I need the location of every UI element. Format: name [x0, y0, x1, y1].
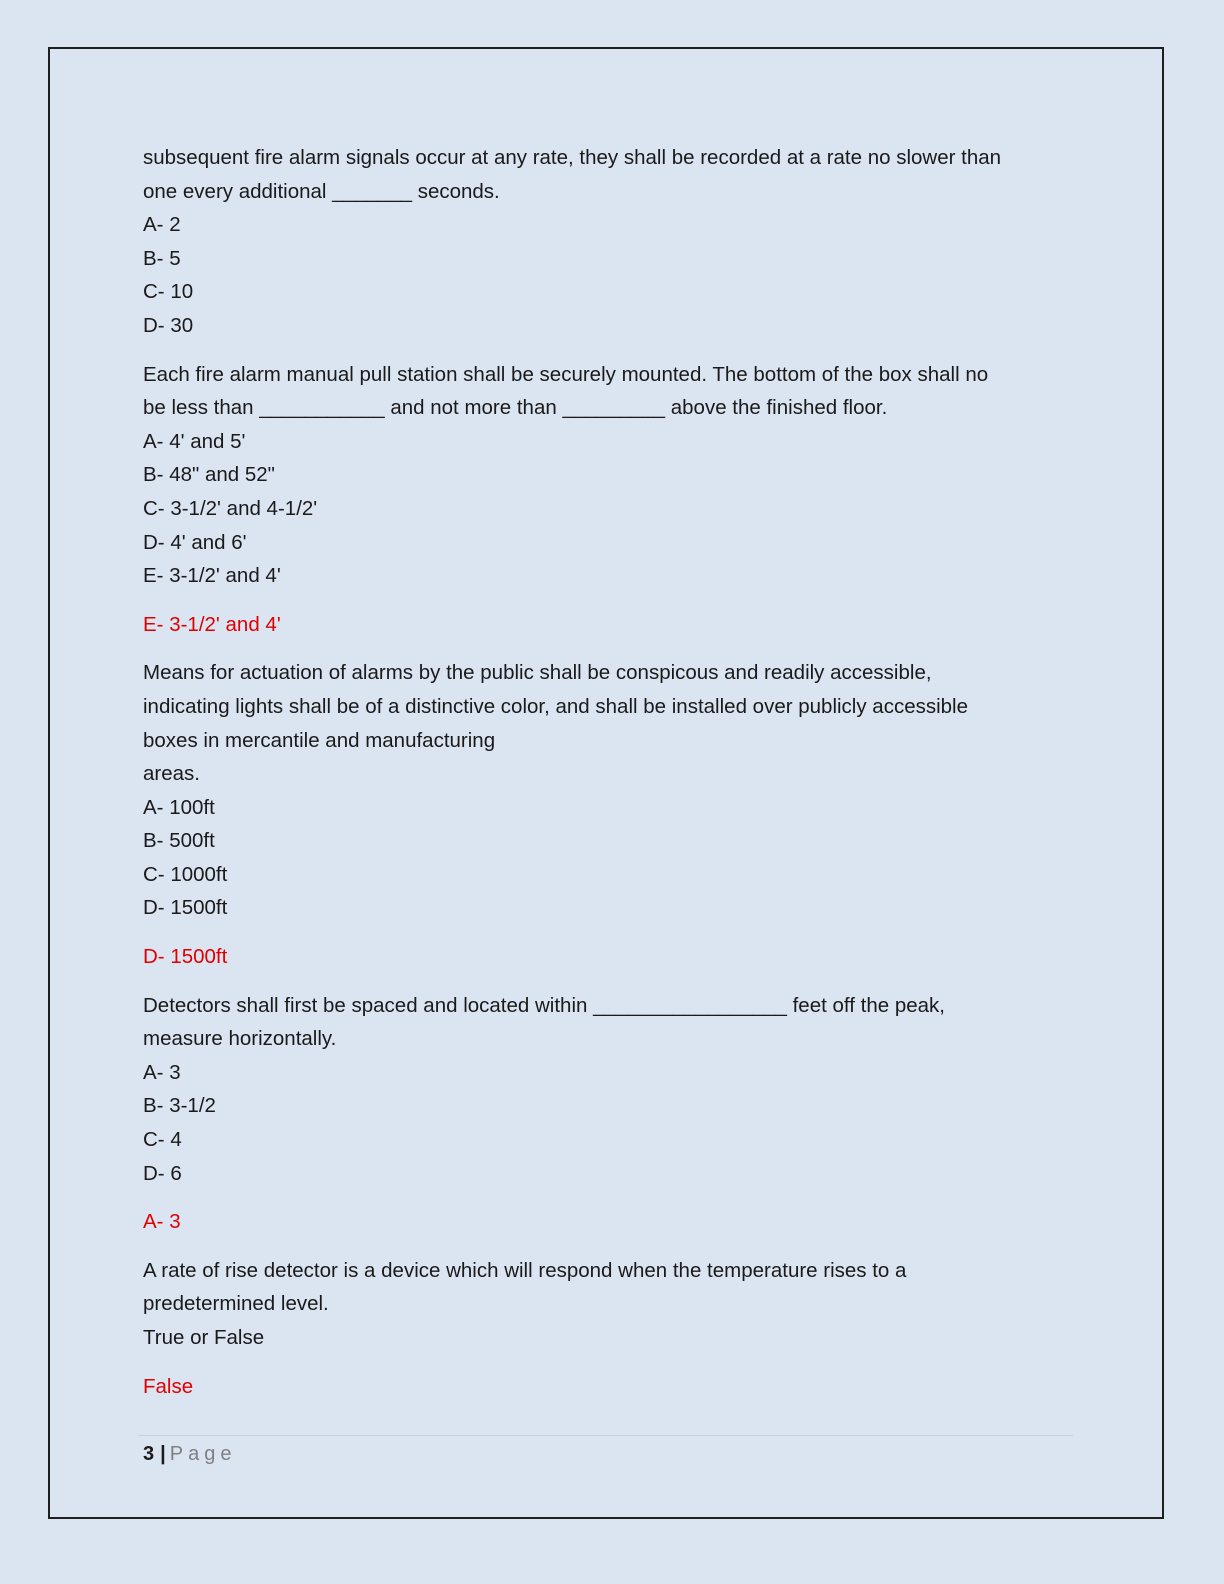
document-body — [143, 141, 1083, 1403]
question-3-stem-line-4: areas. — [143, 762, 200, 786]
question-2-option-d: D- 4' and 6' — [143, 530, 247, 554]
question-1-stem-line-1: subsequent fire alarm signals occur at any rate, they shall be recorded at a rate no slower than — [143, 146, 1002, 169]
question-3-stem-line-3: boxes in mercantile and manufacturing — [143, 728, 496, 752]
question-5-answer — [143, 1370, 1083, 1404]
question-3-option-a: A- 100ft — [143, 795, 215, 819]
question-4-stem-line-2: measure horizontally. — [143, 1027, 337, 1051]
question-2-option-a: A- 4' and 5' — [143, 429, 246, 453]
answer-text: A- 3 — [143, 1210, 181, 1234]
question-5-option-true-false: True or False — [143, 1326, 265, 1349]
answer-text: False — [143, 1374, 194, 1398]
question-2-stem-line-2: be less than ___________ and not more than _________ above the finished floor. — [143, 396, 888, 420]
question-1-stem-line-2: one every additional _______ seconds. — [143, 179, 500, 203]
question-3 — [143, 656, 1083, 925]
question-2-stem-line-1: Each fire alarm manual pull station shall be securely mounted. The bottom of the box shall no — [143, 362, 989, 386]
question-4-stem-line-1: Detectors shall first be spaced and located within _________________ feet off the peak, — [143, 993, 945, 1017]
footer-separator: | — [160, 1443, 166, 1465]
question-1 — [143, 141, 1083, 343]
question-5-stem-line-2: predetermined level. — [143, 1292, 329, 1316]
footer-divider — [138, 1435, 1073, 1436]
page-label: Page — [169, 1443, 237, 1465]
question-5 — [143, 1254, 1083, 1355]
question-3-answer — [143, 940, 1083, 974]
question-2-option-c: C- 3-1/2' and 4-1/2' — [143, 496, 318, 520]
answer-text: E- 3-1/2' and 4' — [143, 612, 281, 636]
question-1-option-a: A- 2 — [143, 213, 181, 237]
question-4-option-d: D- 6 — [143, 1161, 182, 1185]
question-2 — [143, 358, 1083, 593]
question-4-option-a: A- 3 — [143, 1060, 181, 1084]
question-2-option-e: E- 3-1/2' and 4' — [143, 564, 281, 588]
question-4 — [143, 989, 1083, 1191]
answer-text: D- 1500ft — [143, 945, 228, 969]
question-2-answer — [143, 608, 1083, 642]
question-4-answer — [143, 1205, 1083, 1239]
question-4-option-b: B- 3-1/2 — [143, 1094, 216, 1118]
question-3-option-b: B- 500ft — [143, 829, 215, 853]
page-number: 3 — [143, 1443, 155, 1465]
page-footer — [143, 1438, 236, 1470]
question-1-option-c: C- 10 — [143, 280, 194, 304]
question-3-stem-line-1: Means for actuation of alarms by the public shall be conspicous and readily accessible, — [143, 661, 932, 685]
question-3-option-c: C- 1000ft — [143, 862, 228, 886]
question-1-option-b: B- 5 — [143, 246, 181, 270]
question-4-option-c: C- 4 — [143, 1128, 182, 1152]
question-5-stem-line-1: A rate of rise detector is a device which will respond when the temperature rises to a — [143, 1258, 907, 1282]
question-3-option-d: D- 1500ft — [143, 896, 228, 920]
question-1-option-d: D- 30 — [143, 313, 194, 337]
question-2-option-b: B- 48" and 52" — [143, 463, 275, 487]
question-3-stem-line-2: indicating lights shall be of a distinctive color, and shall be installed over publicly accessible — [143, 694, 969, 718]
